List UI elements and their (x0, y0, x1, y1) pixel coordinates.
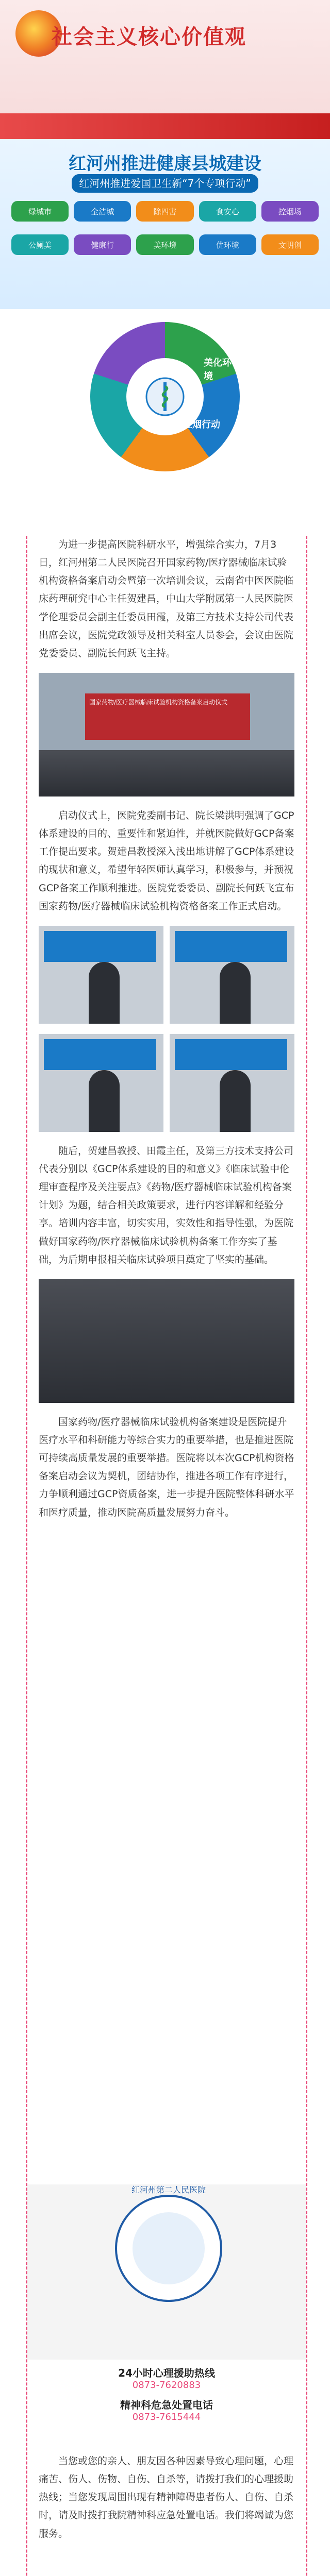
hotline-number: 0873-7620883 (132, 2380, 201, 2391)
article-paragraph-2: 启动仪式上，医院党委副书记、院长梁洪明强调了GCP体系建设的目的、重要性和紧迫性，并就医院做好GCP备案工作提出要求。贺建昌教授深入浅出地讲解了GCP体系建设的现状和意义，希望年轻医师认真学习，积极参与，并预祝GCP备案工作顺利推进。医院党委委员、副院长何跃飞宣布国家药物/医疗器械临床试验机构资格备案工作正式启动。 (39, 809, 294, 912)
chip: 绿城市 (11, 201, 69, 222)
chip: 公厕美 (11, 234, 69, 255)
promo-title: 红河州推进健康县城建设 (69, 154, 261, 174)
audience-image (39, 750, 294, 796)
event-photo (170, 926, 294, 1024)
event-photo (39, 926, 163, 1024)
hospital-logo-card (27, 2184, 306, 2360)
chip: 文明创 (261, 234, 319, 255)
chip: 控烟场 (261, 201, 319, 222)
header-banner (0, 0, 330, 139)
health-wheel (90, 322, 288, 519)
article (26, 536, 307, 2576)
promo-banner (0, 139, 330, 309)
event-photo (170, 1034, 294, 1132)
article-paragraph-3: 随后，贺建昌教授、田霞主任，及第三方技术支持公司代表分别以《GCP体系建设的目的和意义》《临床试验中伦理审查程序及关注要点》《药物/医疗器械临床试验机构备案计划》为题，结合相关政策要求，进行内容详解和经验分享。培训内容丰富，切实实用，实效性和指导性强，为医院做好国家药物/医疗器械临床试验机构备案工作夯实了基础，为后期申报相关临床试验项目奠定了坚实的基础。 (39, 1145, 294, 1265)
chip: 食安心 (199, 201, 256, 222)
event-photo-main (39, 673, 294, 796)
crisis-title: 精神科危急处置电话 (120, 2399, 213, 2411)
promo-subtitle: 红河州推进爱国卫生新“7个专项行动” (0, 175, 330, 190)
crisis-number: 0873-7615444 (132, 2412, 201, 2422)
health-wheel-section (0, 309, 330, 526)
chip: 健康行 (74, 234, 131, 255)
wheel-label: 控烟行动 (183, 419, 220, 430)
chip: 美环境 (136, 234, 193, 255)
chip: 优环境 (199, 234, 256, 255)
hotline-block (27, 2365, 306, 2422)
chip: 全洁城 (74, 201, 131, 222)
promo-chips (11, 201, 319, 263)
wheel-label: 作风卫生 (227, 468, 236, 519)
chip: 除四害 (136, 201, 193, 222)
hospital-logo-icon (115, 2185, 222, 2302)
article-paragraph-4: 国家药物/医疗器械临床试验机构备案建设是医院提升医疗水平和科研能力等综合实力的重要举措，也是推进医院可持续高质量发展的重要举措。医院将以本次GCP机构资格备案启动会议为契机，团结协作，推进各项工作有序进行，力争顺利通过GCP资质备案，进一步提升医院整体科研水平和医疗质量，推动医院高质量发展努力奋斗。 (39, 1416, 294, 1518)
audience-image (39, 1279, 294, 1403)
photo-row-1 (39, 926, 294, 1024)
hospital-name: 红河州第二人民医院 (131, 2185, 206, 2195)
wheel-label: 美化环境 (204, 358, 232, 382)
wheel-label: 健康行为 (271, 373, 280, 424)
photo-row-2 (39, 1034, 294, 1132)
wheel-label: 食品安全 (278, 437, 288, 488)
event-screen-caption: 国家药物/医疗器械临床试验机构资格备案启动仪式 (85, 693, 250, 740)
crisis-body: 当您或您的亲人、朋友因各种因素导致心理问题，心理痛苦、伤人、伤物、自伤、自杀等，请拨打我们的心理援助热线；当您发现周围出现有精神障碍患者伤人、自伤、自杀时，请及时拨打我院精神科应急处置电话。我们将竭诚为您服务。 (39, 2455, 294, 2539)
article-paragraph-1: 为进一步提高医院科研水平，增强综合实力，7月3日，红河州第二人民医院召开国家药物/医疗器械临床试验机构资格备案启动会暨第一次培训会议，云南省中医医院临床药理研究中心主任贺建昌，中山大学附属第一人民医院医学伦理委员会副主任委员田霞，及第三方技术支持公司代表出席会议，医院党政领导及相关科室人员参会，会议由医院党委委员、副院长何跃飞主持。 (39, 539, 294, 659)
event-photo (39, 1034, 163, 1132)
hotline-title: 24小时心理援助热线 (118, 2367, 215, 2379)
header-title: 社会主义核心价值观 (52, 25, 246, 49)
header-band (0, 113, 330, 139)
audience-photo (39, 1279, 294, 1403)
